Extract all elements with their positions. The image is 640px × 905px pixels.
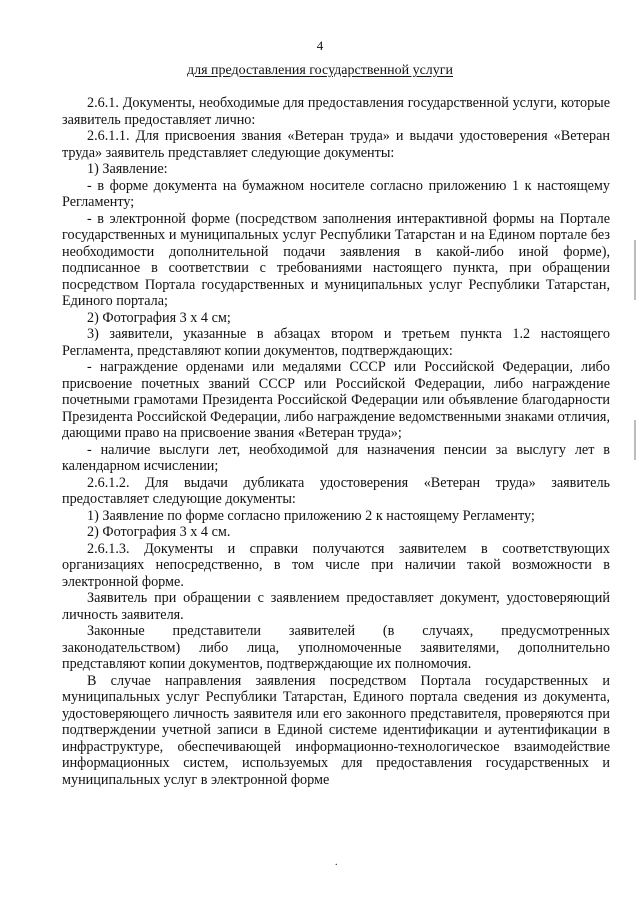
paragraph-2-6-1-1: 2.6.1.1. Для присвоения звания «Ветеран труда» и выдачи удостоверения «Ветеран труда» заявитель представляет следующие документы: <box>62 128 610 161</box>
document-body <box>62 95 610 788</box>
page-number: 4 <box>316 38 324 53</box>
paragraph-identity-document: Заявитель при обращении с заявлением предоставляет документ, удостоверяющий личность заявителя. <box>62 590 610 623</box>
paragraph-legal-representatives: Законные представители заявителей (в случаях, предусмотренных законодательством) либо лица, уполномоченные заявителями, дополнительно представляют копии документов, подтверждающие их полномочия. <box>62 623 610 672</box>
list-item-duplicate-statement: 1) Заявление по форме согласно приложению 2 к настоящему Регламенту; <box>87 507 535 524</box>
list-item-photo: 2) Фотография 3 х 4 см; <box>87 309 231 326</box>
paragraph-2-6-1-2: 2.6.1.2. Для выдачи дубликата удостоверения «Ветеран труда» заявитель предоставляет следующие документы: <box>62 474 610 507</box>
paragraph-2-6-1: 2.6.1. Документы, необходимые для предоставления государственной услуги, которые заявитель предоставляет лично: <box>62 95 610 128</box>
list-item-service-length: - наличие выслуги лет, необходимой для назначения пенсии за выслугу лет в календарном исчислении; <box>62 441 610 474</box>
scan-edge-mark <box>634 420 636 460</box>
list-item-statement: 1) Заявление: <box>87 161 168 177</box>
running-header: для предоставления государственной услуги <box>186 63 454 78</box>
footer-mark: . <box>335 857 338 868</box>
list-item-paper-form: - в форме документа на бумажном носителе согласно приложению 1 к настоящему Регламенту; <box>62 177 610 210</box>
list-item-copies: 3) заявители, указанные в абзацах втором и третьем пункта 1.2 настоящего Регламента, представляют копии документов, подтверждающих: <box>62 326 610 359</box>
list-item-electronic-form: - в электронной форме (посредством заполнения интерактивной формы на Портале государственных и муниципальных услуг Республики Татарстан и на Едином портале без необходимости дополнительной подачи заявления в какой-либо иной форме), подписанное в соответствии с требованиями настоящего пункта, при обращении посредством Портала государственных и муниципальных услуг Республики Татарстан, Единого портала; <box>62 210 610 309</box>
list-item-awards: - награждение орденами или медалями СССР или Российской Федерации, либо присвоение почетных званий СССР или Российской Федерации, либо награждение почетными грамотами Президента Российской Федерации или объявление благодарности Президента Российской Федерации, либо награждение ведомственными знаками отличия, дающими право на присвоение звания «Ветеран труда»; <box>62 359 610 441</box>
list-item-duplicate-photo: 2) Фотография 3 х 4 см. <box>87 524 231 540</box>
paragraph-2-6-1-3: 2.6.1.3. Документы и справки получаются заявителем в соответствующих организациях непосредственно, в том числе при наличии такой возможности в электронной форме. <box>62 540 610 590</box>
paragraph-portal-submission: В случае направления заявления посредством Портала государственных и муниципальных услуг Республики Татарстан, Единого портала сведения из документа, удостоверяющего личность заявителя или его законного представителя, проверяются при подтверждении учетной записи в Единой системе идентификации и аутентификации в инфраструктуре, обеспечивающей информационно-технологическое взаимодействие информационных систем, используемых для предоставления государственных и муниципальных услуг в электронной форме <box>62 672 610 788</box>
scan-edge-mark <box>634 240 636 300</box>
